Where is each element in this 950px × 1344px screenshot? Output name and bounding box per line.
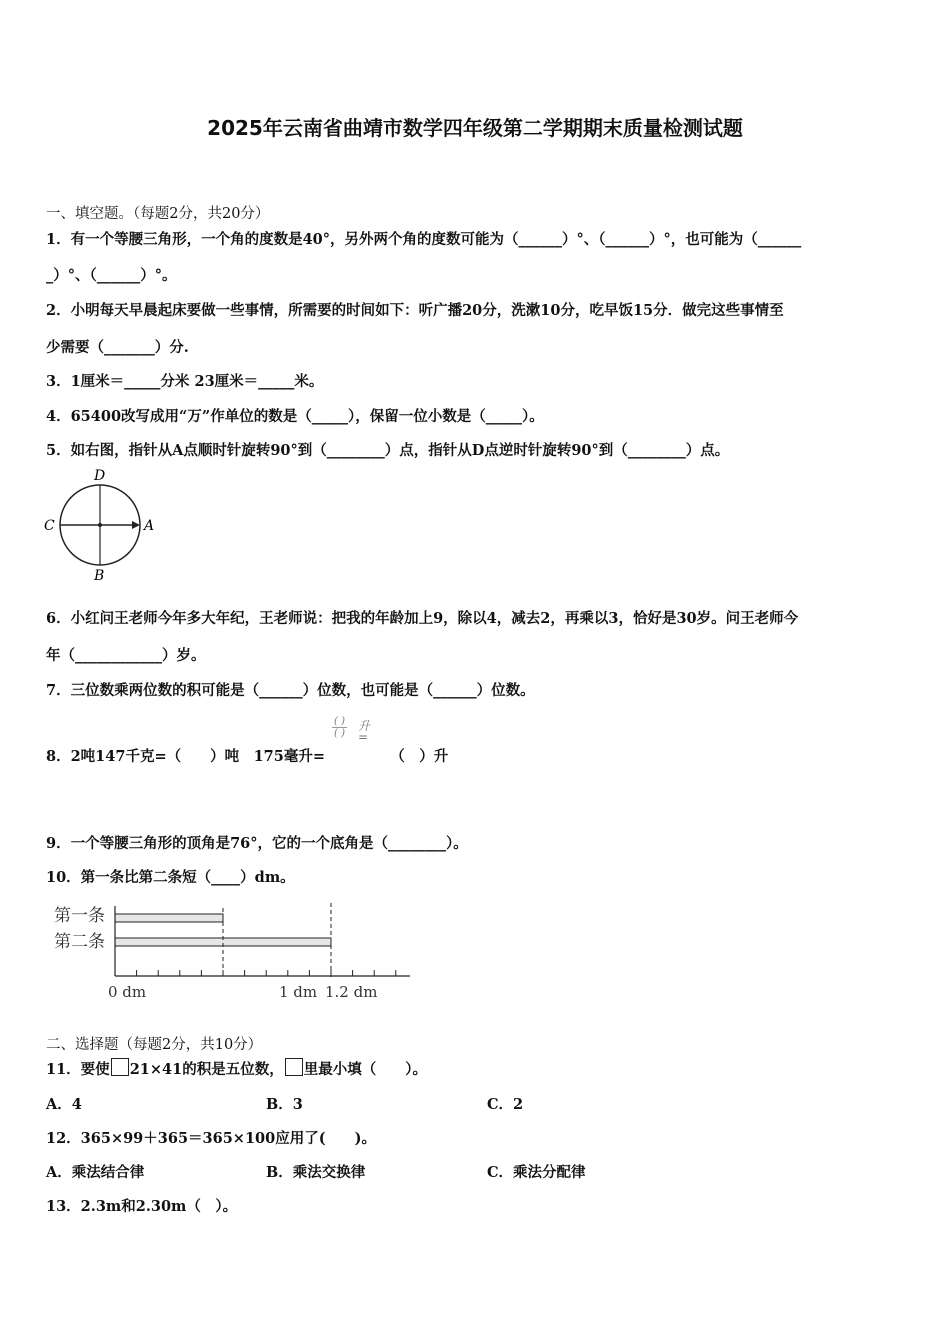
question-9: 9．一个等腰三角形的顶角是76°，它的一个底角是（________）。 [46, 835, 468, 852]
blank-box [285, 1058, 303, 1076]
q11-option-a[interactable]: A．4 [46, 1096, 82, 1113]
circle-label-b: B [94, 568, 105, 584]
question-2-line2: 少需要（_______）分. [46, 339, 189, 356]
fraction-blank [332, 716, 371, 744]
q11-prefix: 11．要使 [46, 1061, 110, 1078]
clock-circle-figure [40, 462, 170, 587]
question-6-line2: 年（____________）岁。 [46, 647, 206, 664]
q12-option-b[interactable]: B．乘法交换律 [266, 1164, 366, 1181]
question-10: 10．第一条比第二条短（____）dm。 [46, 869, 295, 886]
question-11 [46, 1058, 427, 1079]
axis-tick-1-2: 1.2 dm [325, 983, 378, 1001]
question-7: 7．三位数乘两位数的积可能是（______）位数，也可能是（______）位数。 [46, 682, 535, 699]
question-4: 4．65400改写成用“万”作单位的数是（_____），保留一位小数是（_____）。 [46, 408, 544, 425]
question-2-line1: 2．小明每天早晨起床要做一些事情，所需要的时间如下：听广播20分，洗漱10分，吃早饭15分．做完这些事情至 [46, 302, 784, 319]
question-6-line1: 6．小红问王老师今年多大年纪，王老师说：把我的年龄加上9，除以4，减去2，再乘以3，恰好是30岁。问王老师今 [46, 610, 799, 627]
q11-option-c[interactable]: C．2 [487, 1096, 524, 1113]
question-1-line1: 1．有一个等腰三角形，一个角的度数是40°，另外两个角的度数可能为（______）°、（______）°，也可能为（______ [46, 231, 802, 248]
section2-header: 二、选择题（每题2分，共10分） [46, 1037, 263, 1053]
bar-figure [50, 900, 430, 1005]
fraction-tail: 升 = [358, 719, 371, 744]
circle-label-a: A [144, 518, 155, 534]
fraction-numerator: ( ) [334, 716, 345, 727]
q12-option-a[interactable]: A．乘法结合律 [46, 1164, 145, 1181]
question-3: 3．1厘米＝_____分米 23厘米＝_____米。 [46, 373, 324, 390]
question-1-line2: _）°、（______）°。 [46, 267, 177, 284]
fraction-denominator: ( ) [334, 728, 345, 739]
bar-label-1: 第一条 [54, 906, 105, 926]
section1-header: 一、填空题。（每题2分，共20分） [46, 206, 270, 222]
circle-label-c: C [44, 518, 55, 534]
bar-label-2: 第二条 [54, 932, 105, 952]
q12-option-c[interactable]: C．乘法分配律 [487, 1164, 586, 1181]
question-5: 5．如右图，指针从A点顺时针旋转90°到（________）点，指针从D点逆时针旋转90°到（________）点。 [46, 442, 730, 459]
question-13: 13．2.3m和2.30m（ ）。 [46, 1198, 238, 1215]
q11-middle: 21×41的积是五位数， [129, 1061, 284, 1078]
blank-box [111, 1058, 129, 1076]
axis-tick-1: 1 dm [279, 983, 318, 1001]
bar-1 [115, 914, 223, 922]
question-12: 12．365×99＋365＝365×100应用了( )。 [46, 1130, 376, 1147]
q11-suffix: 里最小填（ ）。 [303, 1061, 427, 1078]
question-8: 8．2吨147千克=（ ）吨 175毫升= （ ）升 [46, 748, 449, 765]
circle-label-d: D [94, 468, 106, 484]
q11-option-b[interactable]: B．3 [266, 1096, 303, 1113]
page-title: 2025年云南省曲靖市数学四年级第二学期期末质量检测试题 [207, 116, 743, 140]
axis-tick-0: 0 dm [108, 983, 147, 1001]
